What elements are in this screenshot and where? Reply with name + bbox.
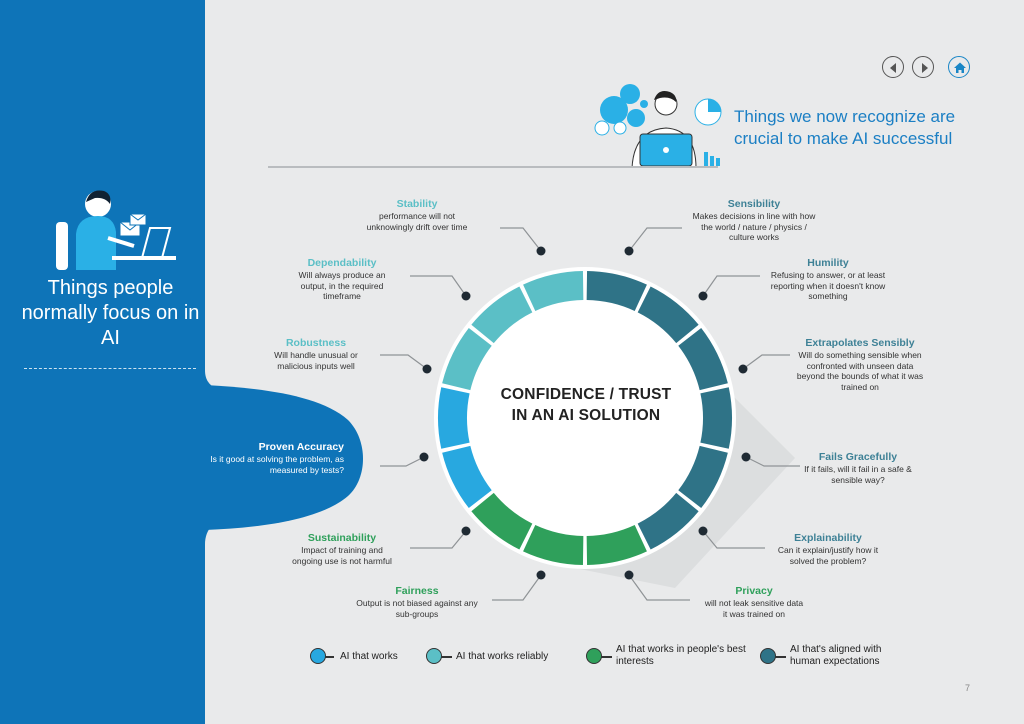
connector-dot (625, 247, 634, 256)
connector-dot (699, 527, 708, 536)
connector-dot (423, 365, 432, 374)
label-fairness (356, 585, 478, 619)
label-fairness-title: Fairness (395, 585, 439, 597)
label-robustness (262, 337, 370, 371)
label-stability (356, 198, 478, 232)
connector-dot (742, 453, 751, 462)
connector-line (500, 228, 541, 251)
label-privacy-desc: will not leak sensitive data it was trained on (704, 598, 804, 619)
label-sensibility-title: Sensibility (727, 198, 781, 210)
connector-line (629, 228, 682, 251)
connector-line (492, 575, 541, 600)
connector-dot (462, 527, 471, 536)
label-dependability-title: Dependability (307, 257, 377, 269)
label-sustainability (288, 532, 396, 566)
legend-label-interests: AI that works in people's best interests (616, 644, 746, 667)
legend-label-works: AI that works (340, 651, 398, 662)
legend-label-reliable: AI that works reliably (456, 651, 549, 662)
connector-line (410, 531, 466, 548)
page-number: 7 (965, 683, 971, 693)
connector-line (743, 355, 790, 369)
label-proven-accuracy-title: Proven Accuracy (258, 441, 344, 453)
label-extrapolates-sensibly-desc: Will do something sensible when confronted with unseen data beyond the bounds of what it was trained on (796, 350, 924, 392)
connector-line (703, 276, 760, 296)
label-fails-gracefully (804, 451, 912, 485)
label-explainability-title: Explainability (794, 532, 862, 544)
label-explainability (772, 532, 884, 566)
sidebar-title: Things people normally focus on in AI (21, 277, 200, 349)
label-sustainability-desc: Impact of training and ongoing use is not harmful (292, 545, 392, 566)
label-fails-gracefully-title: Fails Gracefully (818, 451, 898, 463)
connector-dot (537, 571, 546, 580)
label-explainability-desc: Can it explain/justify how it solved the problem? (777, 545, 879, 566)
label-fails-gracefully-desc: If it fails, will it fail in a safe & sensible way? (804, 464, 912, 485)
legend-dot-aligned (760, 648, 776, 664)
label-humility (766, 257, 890, 302)
label-stability-desc: performance will not unknowingly drift over time (366, 211, 468, 232)
connector-dot (739, 365, 748, 374)
connector-line (410, 276, 466, 296)
label-humility-desc: Refusing to answer, or at least reporting when it doesn't know something (770, 270, 886, 301)
label-proven-accuracy-desc: Is it good at solving the problem, as measured by tests? (210, 454, 344, 475)
connector-dot (537, 247, 546, 256)
label-sensibility (690, 198, 818, 243)
header-title: Things we now recognize are crucial to make AI successful (734, 107, 956, 148)
ring-segment (700, 387, 732, 448)
label-robustness-title: Robustness (285, 337, 347, 349)
label-privacy (702, 585, 806, 619)
connector-dot (462, 292, 471, 301)
connector-dot (699, 292, 708, 301)
label-dependability (288, 257, 396, 302)
label-extrapolates-sensibly-title: Extrapolates Sensibly (805, 337, 915, 349)
legend-dot-works (310, 648, 326, 664)
label-sustainability-title: Sustainability (307, 532, 377, 544)
label-extrapolates-sensibly (794, 337, 926, 392)
legend-dot-reliable (426, 648, 442, 664)
label-dependability-desc: Will always produce an output, in the required timeframe (298, 270, 386, 301)
connector-dot (420, 453, 429, 462)
ring-segment (438, 387, 470, 448)
label-sensibility-desc: Makes decisions in line with how the world / nature / physics / culture works (692, 211, 816, 242)
legend-dot-interests (586, 648, 602, 664)
label-privacy-title: Privacy (735, 585, 773, 597)
connector-line (380, 355, 427, 369)
label-stability-title: Stability (396, 198, 438, 210)
label-fairness-desc: Output is not biased against any sub-groups (356, 598, 478, 619)
connector-line (380, 457, 424, 466)
legend-label-aligned: AI that's aligned with human expectations (790, 644, 882, 667)
label-robustness-desc: Will handle unusual or malicious inputs well (274, 350, 358, 371)
center-label: CONFIDENCE / TRUST IN AN AI SOLUTION (500, 386, 672, 424)
label-humility-title: Humility (807, 257, 849, 269)
label-proven-accuracy (196, 441, 344, 475)
connector-dot (625, 571, 634, 580)
